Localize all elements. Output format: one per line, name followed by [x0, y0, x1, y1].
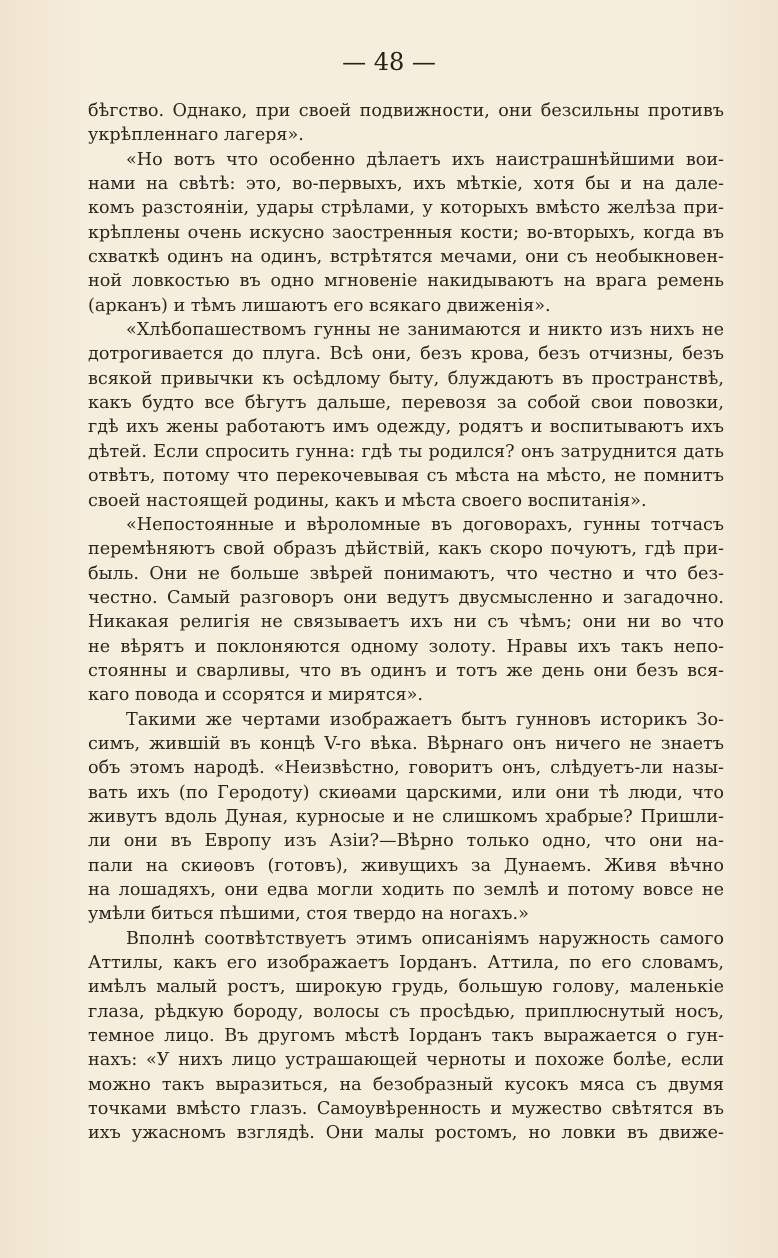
text-line: отвѣтъ, потому что перекочевывая съ мѣста на мѣсто, не помнитъ	[88, 466, 724, 487]
text-line: перемѣняютъ свой образъ дѣйствій, какъ скоро почуютъ, гдѣ при-	[88, 539, 724, 560]
text-line: «Хлѣбопашествомъ гунны не занимаются и никто изъ нихъ не	[126, 320, 724, 341]
text-line: живутъ вдоль Дуная, курносые и не слишкомъ храбрые? Пришли-	[88, 806, 724, 827]
text-line: своей настоящей родины, какъ и мѣста своего воспитанія».	[88, 490, 647, 511]
text-line: точками вмѣсто глазъ. Самоувѣренность и мужество свѣтятся въ	[88, 1099, 724, 1120]
text-line: «Но вотъ что особенно дѣлаетъ ихъ наистрашнѣйшими вои-	[126, 149, 724, 170]
text-line: «Непостоянные и вѣроломные въ договорахъ, гунны тотчасъ	[126, 514, 724, 535]
text-line: Такими же чертами изображаетъ бытъ гунновъ историкъ Зо-	[126, 709, 724, 730]
text-line: ихъ ужасномъ взглядѣ. Они малы ростомъ, но ловки въ движе-	[88, 1123, 724, 1144]
text-line: ли они въ Европу изъ Азіи?—Вѣрно только одно, что они на-	[88, 831, 724, 852]
text-line: ной ловкостью въ одно мгновеніе накидываютъ на врага ремень	[88, 271, 724, 292]
text-line: вать ихъ (по Геродоту) скиѳами царскими, или они тѣ люди, что	[88, 782, 724, 803]
text-line: стоянны и сварливы, что въ одинъ и тотъ же день они безъ вся-	[88, 660, 724, 681]
text-line: нами на свѣтѣ: это, во-первыхъ, ихъ мѣткіе, хотя бы и на дале-	[88, 174, 724, 195]
text-line: Вполнѣ соотвѣтствуетъ этимъ описаніямъ наружность самого	[126, 928, 724, 949]
text-line: комъ разстояніи, удары стрѣлами, у которыхъ вмѣсто желѣза при-	[88, 198, 724, 219]
text-line: гдѣ ихъ жены работаютъ имъ одежду, родятъ и воспитываютъ ихъ	[88, 417, 724, 438]
text-line: каго повода и ссорятся и мирятся».	[88, 685, 424, 706]
text-line: (арканъ) и тѣмъ лишаютъ его всякаго движенія».	[88, 295, 551, 316]
text-line: темное лицо. Въ другомъ мѣстѣ Іорданъ такъ выражается о гун-	[88, 1026, 724, 1047]
text-line: глаза, рѣдкую бороду, волосы съ просѣдью, приплюснутый носъ,	[88, 1001, 724, 1022]
page-number: — 48 —	[342, 48, 436, 76]
text-line: имѣлъ малый ростъ, широкую грудь, большую голову, маленькіе	[88, 977, 724, 998]
text-line: нахъ: «У нихъ лицо устрашающей черноты и похоже болѣе, если	[88, 1050, 724, 1071]
text-line: какъ будто все бѣгутъ дальше, перевозя за собой свои повозки,	[88, 393, 724, 414]
text-line: крѣплены очень искусно заостренныя кости; во-вторыхъ, когда въ	[88, 222, 724, 243]
text-line: бѣгство. Однако, при своей подвижности, они безсильны противъ	[88, 101, 724, 121]
text-line: Аттилы, какъ его изображаетъ Іорданъ. Аттила, по его словамъ,	[88, 953, 724, 974]
text-line: быль. Они не больше звѣрей понимаютъ, что честно и что без-	[88, 563, 724, 584]
text-line: дотрогивается до плуга. Всѣ они, безъ крова, безъ отчизны, безъ	[88, 344, 724, 365]
body-text	[88, 99, 724, 1146]
text-line: всякой привычки къ осѣдлому быту, блуждаютъ въ пространствѣ,	[88, 368, 724, 389]
text-line: можно такъ выразиться, на безобразный кусокъ мяса съ двумя	[88, 1074, 724, 1095]
text-line: умѣли биться пѣшими, стоя твердо на ногахъ.»	[88, 904, 529, 925]
text-line: укрѣпленнаго лагеря».	[88, 125, 304, 146]
text-line: честно. Самый разговоръ они ведутъ двусмысленно и загадочно.	[88, 587, 724, 608]
text-line: пали на скиѳовъ (готовъ), живущихъ за Дунаемъ. Живя вѣчно	[88, 855, 724, 876]
text-line: на лошадяхъ, они едва могли ходить по землѣ и потому вовсе не	[88, 880, 724, 900]
text-line: схваткѣ одинъ на одинъ, встрѣтятся мечами, они съ необыкновен-	[88, 247, 724, 268]
text-line: объ этомъ народѣ. «Неизвѣстно, говоритъ онъ, слѣдуетъ-ли назы-	[88, 758, 724, 779]
text-line: не вѣрятъ и поклоняются одному золоту. Нравы ихъ такъ непо-	[88, 636, 724, 657]
text-line: симъ, жившій въ концѣ V-го вѣка. Вѣрнаго онъ ничего не знаетъ	[88, 733, 724, 754]
text-line: дѣтей. Если спросить гунна: гдѣ ты родился? онъ затруднится дать	[88, 441, 724, 462]
text-line: Никакая религія не связываетъ ихъ ни съ чѣмъ; они ни во что	[88, 612, 724, 633]
